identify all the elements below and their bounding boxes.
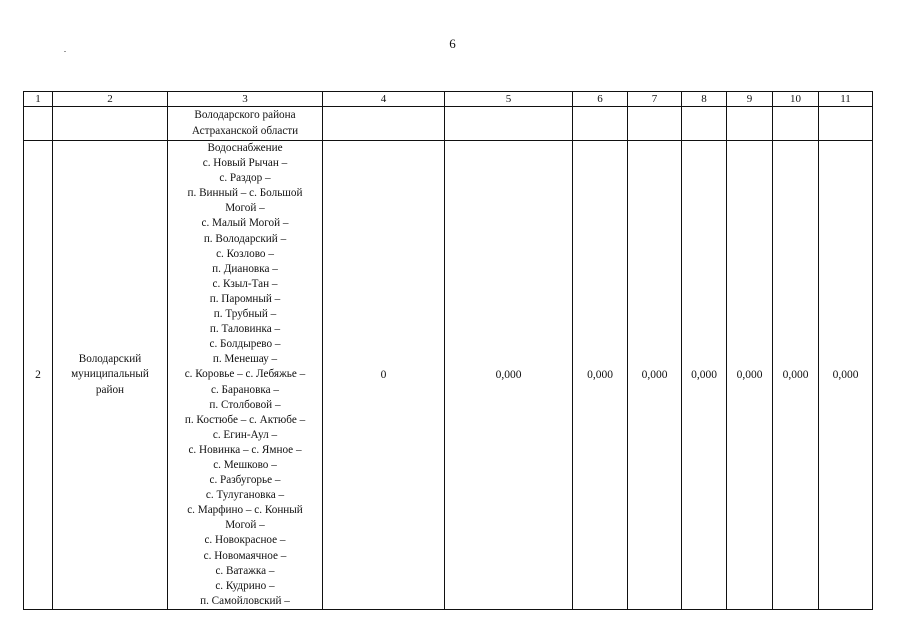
district-line: район	[95, 383, 125, 396]
works-line: с. Коровье – с. Лебяжье –	[184, 368, 306, 381]
value-cell-8: 0,000	[682, 141, 727, 610]
header-cell-8: 8	[682, 92, 727, 107]
works-line: с. Егин-Аул –	[212, 428, 278, 441]
data-table	[23, 91, 873, 610]
cont-cell-6	[573, 107, 628, 141]
header-cell-9: 9	[727, 92, 773, 107]
works-line: с. Болдырево –	[209, 338, 281, 351]
value-cell-10: 0,000	[773, 141, 819, 610]
district-line: муниципальный	[71, 368, 149, 381]
cont-cell-11	[819, 107, 873, 141]
header-cell-10: 10	[773, 92, 819, 107]
works-line: п. Костюбе – с. Актюбе –	[184, 413, 306, 426]
value-cell-11: 0,000	[819, 141, 873, 610]
cont-cell-3	[168, 107, 323, 141]
cont-cell-4	[323, 107, 445, 141]
works-line: с. Новокрасное –	[204, 534, 286, 547]
cont-line: Володарского района	[194, 109, 296, 122]
works-line: с. Ватажка –	[215, 564, 275, 577]
works-line: п. Менешау –	[212, 353, 278, 366]
cont-cell-5	[445, 107, 573, 141]
works-line: с. Разбугорье –	[209, 474, 281, 487]
header-cell-3: 3	[168, 92, 323, 107]
row-index-cell: 2	[24, 141, 53, 610]
works-cell	[168, 141, 323, 610]
works-line: с. Барановка –	[211, 383, 279, 396]
table-row	[24, 141, 873, 610]
value-cell-7: 0,000	[628, 141, 682, 610]
works-line: Водоснабжение	[207, 142, 283, 154]
header-cell-6: 6	[573, 92, 628, 107]
district-cell	[53, 141, 168, 610]
works-line: Могой –	[225, 519, 265, 532]
works-line: п. Паромный –	[209, 292, 281, 305]
header-cell-2: 2	[53, 92, 168, 107]
header-cell-1: 1	[24, 92, 53, 107]
works-line: с. Кудрино –	[215, 579, 275, 592]
works-line: п. Столбовой –	[209, 398, 281, 411]
works-line: п. Володарский –	[203, 232, 287, 245]
cont-cell-9	[727, 107, 773, 141]
works-line: п. Таловинка –	[209, 323, 281, 336]
value-cell-6: 0,000	[573, 141, 628, 610]
value-cell-5: 0,000	[445, 141, 573, 610]
header-cell-11: 11	[819, 92, 873, 107]
works-line: Могой –	[225, 202, 265, 215]
works-line: с. Мешково –	[213, 458, 277, 471]
works-line: с. Марфино – с. Конный	[187, 504, 303, 517]
works-list	[168, 141, 322, 609]
works-line: п. Трубный –	[213, 308, 277, 321]
cont-cell-2	[53, 107, 168, 141]
works-line: п. Самойловский –	[200, 594, 290, 607]
cont-line: Астраханской области	[191, 124, 299, 137]
page-number: 6	[449, 36, 456, 51]
continuation-row	[24, 107, 873, 141]
scan-speck	[64, 51, 66, 52]
works-line: с. Тулугановка –	[205, 489, 285, 502]
header-cell-5: 5	[445, 92, 573, 107]
header-cell-7: 7	[628, 92, 682, 107]
works-line: п. Диановка –	[212, 262, 278, 275]
works-line: с. Новомаячное –	[203, 549, 287, 562]
works-line: с. Новый Рычан –	[202, 157, 288, 170]
works-line: п. Винный – с. Большой	[187, 187, 303, 200]
value-cell-4: 0	[323, 141, 445, 610]
cont-cell-1	[24, 107, 53, 141]
works-line: с. Кзыл-Тан –	[212, 277, 278, 290]
cont-cell-7	[628, 107, 682, 141]
works-line: с. Козлово –	[216, 247, 274, 260]
works-line: с. Новинка – с. Ямное –	[188, 443, 302, 456]
column-number-row	[24, 92, 873, 107]
value-cell-9: 0,000	[727, 141, 773, 610]
works-line: с. Раздор –	[219, 172, 271, 185]
cont-cell-8	[682, 107, 727, 141]
cont-cell-10	[773, 107, 819, 141]
district-line: Володарский	[78, 353, 142, 366]
header-cell-4: 4	[323, 92, 445, 107]
works-line: с. Малый Могой –	[201, 217, 289, 230]
